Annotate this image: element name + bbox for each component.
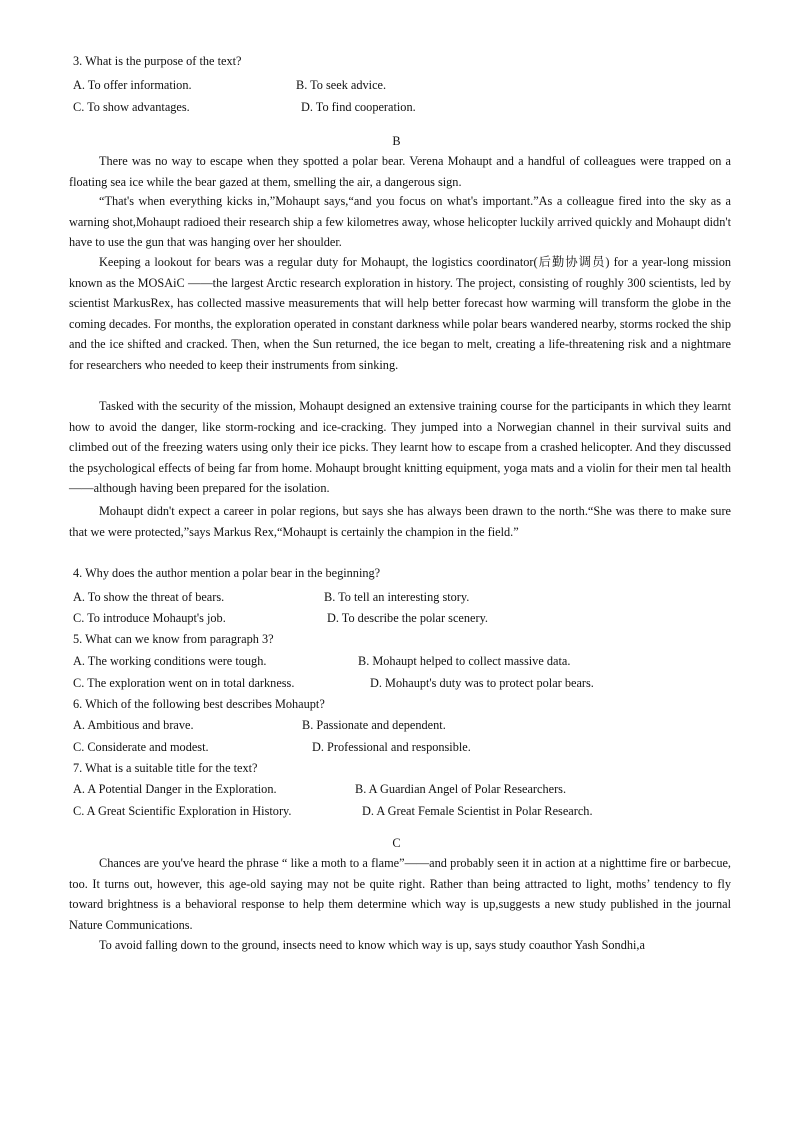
section-heading-c: C xyxy=(392,836,401,850)
passage-c-paragraph-1: Chances are you've heard the phrase “ like a moth to a flame”——and probably seen it in action at a nighttime fire or barbecue, too. It turns out, however, this age-old saying may not be quite right. Rather than being attracted to light, moths’ tendency to fly toward brightness is a behavioral response to help them determine which way is up,suggests a new study published in the journal Nature Communications. xyxy=(69,856,731,932)
question-3: 3. What is the purpose of the text? xyxy=(73,54,242,68)
q6-option-c: C. Considerate and modest. xyxy=(73,740,209,754)
passage-b-paragraph-1: There was no way to escape when they spotted a polar bear. Verena Mohaupt and a handful of colleagues were trapped on a floating sea ice while the bear gazed at them, smelling the air, a dangerous sign. xyxy=(69,154,731,189)
q3-option-b: B. To seek advice. xyxy=(296,78,387,92)
passage-b-paragraph-3: Keeping a lookout for bears was a regular duty for Mohaupt, the logistics coordinator(后勤协调员) for a year-long mission known as the MOSAiC ——the largest Arctic research exploration in history. The project, consisting of roughly 300 scientists, led by scientist MarkusRex, has collected massive measurements that will help better forecast how warming will transform the globe in the coming decades. For months, the exploration operated in constant darkness while polar bears wandered nearby, storms rocked the ship and the ice shifted and cracked. Then, when the Sun returned, the ice began to melt, creating a life-threatening risk and a nightmare for researchers who needed to keep their instruments from sinking. xyxy=(69,255,731,372)
q6-option-b: B. Passionate and dependent. xyxy=(302,718,446,732)
q4-option-d: D. To describe the polar scenery. xyxy=(327,611,488,625)
q6-option-a: A. Ambitious and brave. xyxy=(73,718,194,732)
passage-b-paragraph-5: Mohaupt didn't expect a career in polar regions, but says she has always been drawn to the north.“She was there to make sure that we were protected,”says Markus Rex,“Mohaupt is certainly the champion in the field.” xyxy=(69,504,731,539)
question-7: 7. What is a suitable title for the text? xyxy=(73,761,258,775)
q4-option-a: A. To show the threat of bears. xyxy=(73,590,225,604)
q7-option-a: A. A Potential Danger in the Exploration. xyxy=(73,782,277,796)
q7-option-b: B. A Guardian Angel of Polar Researchers. xyxy=(355,782,567,796)
q3-option-c: C. To show advantages. xyxy=(73,100,190,114)
q5-option-a: A. The working conditions were tough. xyxy=(73,654,267,668)
passage-b-paragraph-4: Tasked with the security of the mission, Mohaupt designed an extensive training course for the participants in which they learnt how to avoid the danger, like storm-rocking and ice-cracking. They jumped into a Norwegian channel in their survival suits and climbed out of the freezing waters using only their ice picks. They learnt how to escape from a crashed helicopter. And they discussed the psychological effects of being far from home. Mohaupt brought knitting equipment, yoga mats and a violin for their men tal health ——although having been prepared for the isolation. xyxy=(69,399,731,495)
q7-option-d: D. A Great Female Scientist in Polar Research. xyxy=(362,804,593,818)
section-heading-b: B xyxy=(392,134,401,148)
q7-option-c: C. A Great Scientific Exploration in History. xyxy=(73,804,292,818)
q6-option-d: D. Professional and responsible. xyxy=(312,740,471,754)
question-5: 5. What can we know from paragraph 3? xyxy=(73,632,274,646)
q5-option-c: C. The exploration went on in total darkness. xyxy=(73,676,295,690)
question-6: 6. Which of the following best describes Mohaupt? xyxy=(73,697,325,711)
passage-c-paragraph-2: To avoid falling down to the ground, insects need to know which way is up, says study coauthor Yash Sondhi,a xyxy=(99,938,645,952)
q3-option-d: D. To find cooperation. xyxy=(301,100,416,114)
q5-option-d: D. Mohaupt's duty was to protect polar bears. xyxy=(370,676,594,690)
q4-option-c: C. To introduce Mohaupt's job. xyxy=(73,611,226,625)
q4-option-b: B. To tell an interesting story. xyxy=(324,590,470,604)
q3-option-a: A. To offer information. xyxy=(73,78,192,92)
q5-option-b: B. Mohaupt helped to collect massive data. xyxy=(358,654,571,668)
passage-b-paragraph-2: “That's when everything kicks in,”Mohaupt says,“and you focus on what's important.”As a colleague fired into the sky as a warning shot,Mohaupt radioed their research ship a few kilometres away, whose helicopter luckily arrived quickly and Mohaupt didn't have to use the gun that was hanging over her shoulder. xyxy=(69,194,731,249)
question-4: 4. Why does the author mention a polar bear in the beginning? xyxy=(73,566,381,580)
